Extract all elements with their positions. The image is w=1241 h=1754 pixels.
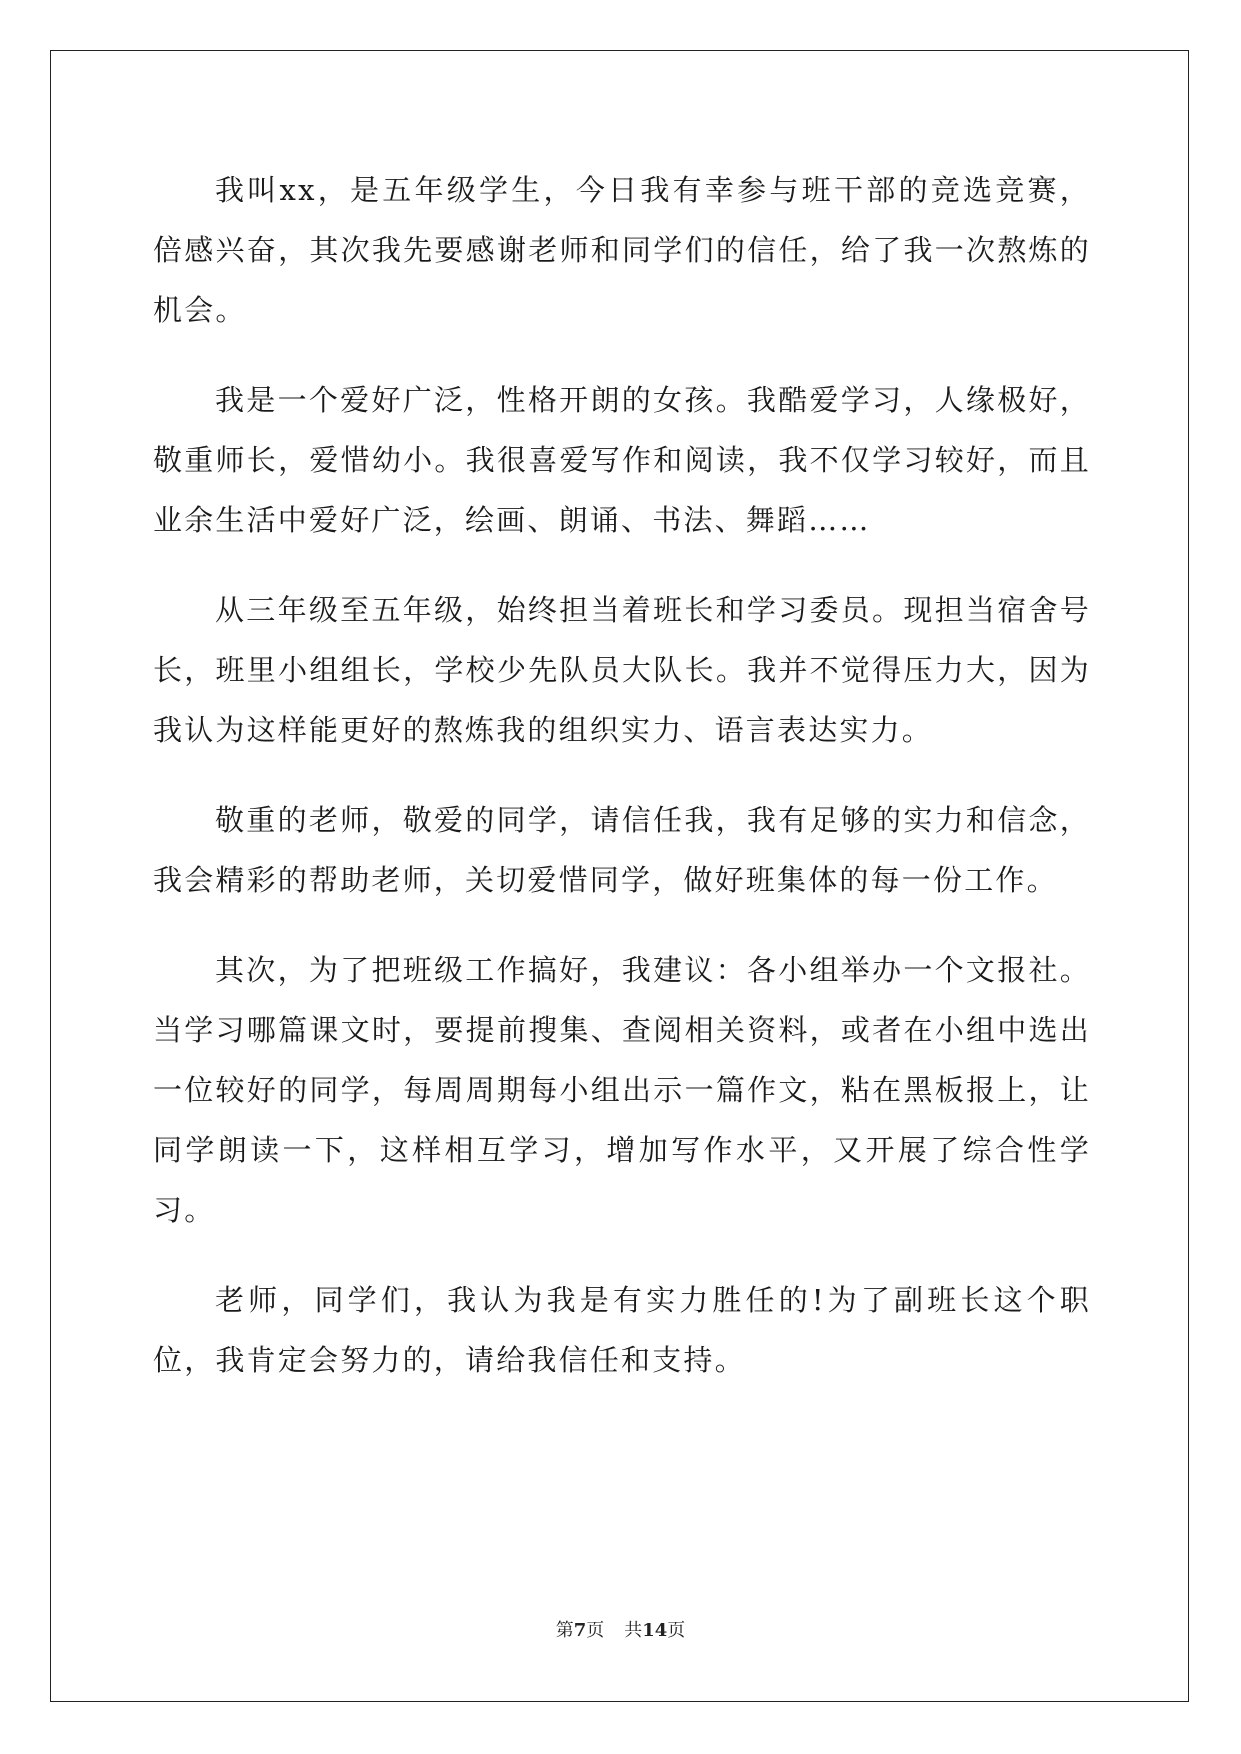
- current-page-number: 7: [573, 1620, 587, 1641]
- document-body: [153, 160, 1091, 1420]
- footer-page-unit: 页: [586, 1620, 605, 1641]
- page-footer: [0, 1616, 1241, 1642]
- paragraph-2: 我是一个爱好广泛，性格开朗的女孩。我酷爱学习，人缘极好，敬重师长，爱惜幼小。我很喜爱写作和阅读，我不仅学习较好，而且业余生活中爱好广泛，绘画、朗诵、书法、舞蹈……: [153, 383, 1091, 537]
- paragraph-3: 从三年级至五年级，始终担当着班长和学习委员。现担当宿舍号长，班里小组组长，学校少先队员大队长。我并不觉得压力大，因为我认为这样能更好的熬炼我的组织实力、语言表达实力。: [153, 593, 1091, 747]
- paragraph-5: 其次，为了把班级工作搞好，我建议：各小组举办一个文报社。当学习哪篇课文时，要提前搜集、查阅相关资料，或者在小组中选出一位较好的同学，每周周期每小组出示一篇作文，粘在黑板报上，让同学朗读一下，这样相互学习，增加写作水平，又开展了综合性学习。: [153, 953, 1091, 1227]
- paragraph-4: 敬重的老师，敬爱的同学，请信任我，我有足够的实力和信念，我会精彩的帮助老师，关切爱惜同学，做好班集体的每一份工作。: [153, 803, 1091, 897]
- paragraph-6: 老师，同学们，我认为我是有实力胜任的!为了副班长这个职位，我肯定会努力的，请给我信任和支持。: [153, 1283, 1091, 1377]
- paragraph-1: 我叫xx，是五年级学生，今日我有幸参与班干部的竞选竞赛，倍感兴奋，其次我先要感谢老师和同学们的信任，给了我一次熬炼的机会。: [153, 173, 1091, 327]
- total-pages-number: 14: [642, 1620, 668, 1641]
- footer-prefix: 第: [555, 1620, 574, 1641]
- footer-total-prefix: 共: [624, 1620, 643, 1641]
- footer-total-unit: 页: [667, 1620, 686, 1641]
